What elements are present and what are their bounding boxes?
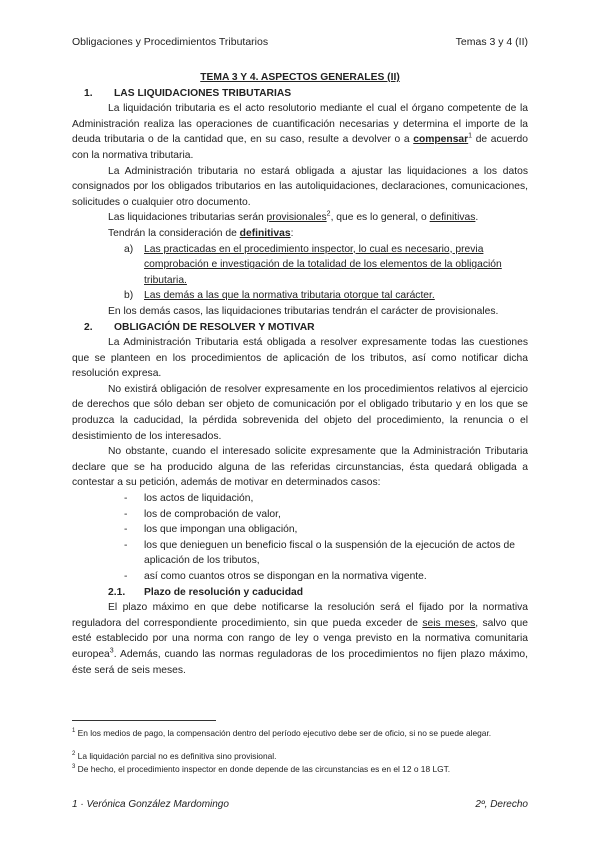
- text-run: .: [475, 212, 479, 224]
- header-right: Temas 3 y 4 (II): [455, 36, 528, 48]
- paragraph: No obstante, cuando el interesado solicite expresamente que la Administración Tributaria declare que se ha producido alguna de las referidas circunstancias, ésta quedará obligada a contestar a su petición, además de motivar en determinados casos:: [72, 446, 528, 489]
- subsection-number: 2.1.: [108, 586, 126, 598]
- document-body: [72, 70, 528, 678]
- list-text: Las practicadas en el procedimiento inspector, lo cual es necesario, previa comprobación e investigación de la totalidad de los elementos de la obligación tributaria.: [144, 243, 502, 286]
- list-label: a): [124, 243, 134, 255]
- footnote-ref: 1: [468, 132, 473, 140]
- paragraph: En los demás casos, las liquidaciones tributarias tendrán el carácter de provisionales.: [108, 305, 499, 317]
- section-number: 1.: [84, 87, 93, 99]
- footnote-number: 3: [72, 764, 76, 771]
- list-item: [72, 538, 528, 569]
- list-item: [72, 491, 528, 507]
- text-run: La liquidación tributaria es el acto resolutorio mediante el cual el órgano competente de la Administración realiza las operaciones de cuantificación necesarias y determina el importe de la deuda tributaria o de la cantidad que, en su caso, resulte a devolver o a: [72, 103, 528, 146]
- section-heading-1: [72, 86, 528, 102]
- footnote: [72, 751, 528, 763]
- footnote-number: 2: [72, 751, 76, 758]
- list-text: los actos de liquidación,: [144, 493, 254, 505]
- paragraph: [72, 600, 528, 678]
- text-run: :: [290, 227, 294, 239]
- footnote-text: De hecho, el procedimiento inspector en donde depende de las circunstancias es en el 12 o 18 LGT.: [77, 764, 451, 774]
- list-text: los que impongan una obligación,: [144, 524, 298, 536]
- list-item: [72, 569, 528, 585]
- subsection-title: Plazo de resolución y caducidad: [144, 586, 304, 598]
- term-definitivas: definitivas: [429, 212, 476, 224]
- term-seis-meses: seis meses: [422, 617, 476, 629]
- text-run: Tendrán la consideración de: [108, 227, 240, 239]
- paragraph: No existirá obligación de resolver expresamente en los procedimientos relativos al ejercicio de derechos que sólo deban ser objeto de comunicación por el obligado tributario y en los que se produzca la caducidad, la pérdida sobrevenida del objeto del procedimiento, la renuncia o el desistimiento de los interesados.: [72, 383, 528, 442]
- text-run: , salvo que esté establecido por una norma con rango de ley o venga previsto en la normativa comunitaria europea: [72, 617, 529, 660]
- list-label: -: [124, 493, 128, 505]
- list-item: [72, 522, 528, 538]
- document-title: TEMA 3 Y 4. ASPECTOS GENERALES (II): [200, 72, 400, 83]
- section-title: OBLIGACIÓN DE RESOLVER Y MOTIVAR: [114, 321, 315, 333]
- list-label: -: [124, 539, 128, 551]
- list-text: los de comprobación de valor,: [144, 508, 281, 520]
- text-run: Las liquidaciones tributarias serán: [108, 212, 267, 224]
- section-heading-2: [72, 320, 528, 336]
- subsection-heading: [72, 585, 528, 601]
- term-compensar: compensar: [413, 134, 469, 146]
- term-definitivas-bold: definitivas: [239, 227, 291, 239]
- footer-right: 2º, Derecho: [475, 799, 528, 810]
- text-run: de acuerdo con la normativa tributaria.: [72, 134, 528, 161]
- footnote: [72, 764, 528, 776]
- footnote-number: 1: [72, 728, 76, 735]
- list-label: -: [124, 571, 128, 582]
- list-item: [72, 507, 528, 523]
- section-number: 2.: [84, 321, 93, 333]
- list-label: -: [124, 508, 128, 520]
- footnote-text: La liquidación parcial no es definitiva sino provisional.: [77, 751, 277, 761]
- footnote-divider: [72, 720, 216, 721]
- section-title: LAS LIQUIDACIONES TRIBUTARIAS: [114, 87, 292, 99]
- footer-left: 1 · Verónica González Mardomingo: [72, 799, 229, 810]
- paragraph: La Administración tributaria no estará obligada a ajustar las liquidaciones a los datos consignados por los obligados tributarios en las autoliquidaciones, declaraciones, comunicaciones, solicitudes o cualquier otro documento.: [72, 165, 528, 208]
- list-item: [72, 288, 528, 304]
- text-run: El plazo máximo en que debe notificarse la resolución será el fijado por la normativa reguladora del correspondiente procedimiento, sin que pueda exceder de: [72, 602, 528, 629]
- paragraph: [72, 226, 528, 242]
- footnote-ref: 3: [109, 647, 114, 655]
- list-item: [72, 242, 528, 289]
- text-run: . Además, cuando las normas reguladoras de los procedimientos no fijen plazo máximo, éste será de seis meses.: [72, 648, 528, 676]
- text-run: , que es lo general, o: [330, 212, 430, 224]
- list-label: -: [124, 524, 128, 536]
- paragraph: [72, 210, 528, 226]
- list-text: los que denieguen un beneficio fiscal o la suspensión de la ejecución de actos de aplicación de los tributos,: [144, 539, 515, 567]
- header-left: Obligaciones y Procedimientos Tributarios: [72, 36, 269, 48]
- footnote: [72, 728, 528, 740]
- footnote-ref: 2: [326, 210, 331, 218]
- paragraph: [72, 101, 528, 163]
- list-label: b): [124, 290, 134, 302]
- list-text: así como cuantos otros se dispongan en la normativa vigente.: [144, 571, 427, 582]
- term-provisionales: provisionales: [266, 212, 327, 224]
- paragraph: La Administración Tributaria está obligada a resolver expresamente todas las cuestiones que se planteen en los procedimientos de aplicación de los tributos, así como notificar dicha resolución expresa.: [72, 337, 528, 380]
- footnote-text: En los medios de pago, la compensación dentro del período ejecutivo debe ser de oficio, si no se puede alegar.: [77, 728, 492, 738]
- list-text: Las demás a las que la normativa tributaria otorgue tal carácter.: [144, 290, 435, 302]
